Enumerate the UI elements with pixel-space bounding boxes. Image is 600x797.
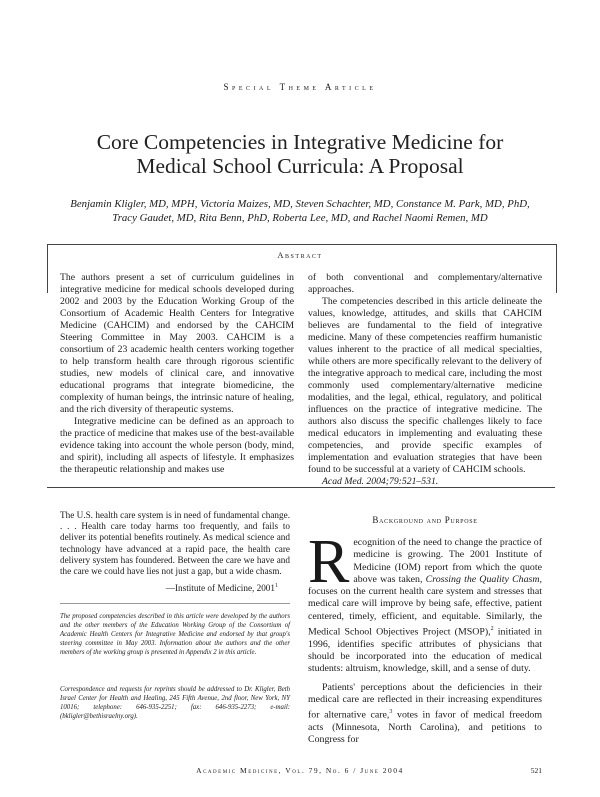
abstract-right-column: [308, 272, 542, 488]
article-title: [0, 130, 600, 178]
abstract-left-column: [60, 272, 294, 476]
abstract-bottom-rule: [47, 487, 555, 488]
body-paragraph-2: Patients' perceptions about the deficiencies in their medical care are reflected in their increasing expenditures for alternative care,$^3$ votes in favor of medical freedom acts (Minnesota, North Carolina), and petitions to Congress for: [308, 681, 542, 746]
body-column: [308, 528, 542, 746]
footnote-separator: [60, 603, 290, 604]
abstract-heading: Abstract: [277, 250, 323, 260]
footnote-correspondence: Correspondence and requests for reprints should be addressed to Dr. Kligler, Beth Israel Center for Health and Healing, 245 Fifth Avenue, 2nd floor, New York, NY 10016; telephone: 646-935-2251; fax: 646-935-2273; e-mail: (bkligler@bethisraelny.org).: [60, 686, 290, 720]
footnote-about-competencies: The proposed competencies described in this article were developed by the authors and the other members of the Education Working Group of the Consortium of Academic Health Centers for Integrative Medicine and endorsed by that group's steering committee in May 2003. Information about the authors and the other members of the working group is presented in Appendix 2 in this article.: [60, 613, 290, 656]
article-type-label: Special Theme Article: [223, 82, 377, 92]
epigraph-attribution: —Institute of Medicine, 2001$^1$: [165, 583, 278, 594]
article-title-line-1: Core Competencies in Integrative Medicine for: [96, 130, 504, 154]
author-list-line-2: Tracy Gaudet, MD, Rita Benn, PhD, Roberta Lee, MD, and Rachel Naomi Remen, MD: [112, 212, 488, 224]
epigraph-quote: The U.S. health care system is in need of fundamental change. . . . Health care today harms too frequently, and fails to deliver its potential benefits routinely. As medical science and technology have advanced at a rapid pace, the health care delivery system has foundered. Between the care we have and the care we could have lies not just a gap, but a wide chasm.: [60, 510, 290, 577]
author-list-line-1: Benjamin Kligler, MD, MPH, Victoria Maizes, MD, Steven Schachter, MD, Constance M. Park, MD, PhD,: [70, 198, 530, 210]
abstract-paragraph-2: Integrative medicine can be defined as an approach to the practice of medicine that makes use of the best-available evidence taking into account the whole person (body, mind, and spirit), including all aspects of lifestyle. It emphasizes the therapeutic relationship and makes use: [60, 416, 294, 475]
abstract-paragraph-1: The authors present a set of curriculum guidelines in integrative medicine for medical schools developed during 2002 and 2003 by the Education Working Group of the Consortium of Academic Health Centers for Integrative Medicine (CAHCIM) and endorsed by the CAHCIM Steering Committee in May 2003. CAHCIM is a consortium of 23 academic health centers working together to help transform health care through rigorous scientific studies, new models of clinical care, and innovative educational programs that integrate biomedicine, the complexity of human beings, the intrinsic nature of healing, and the rich diversity of therapeutic systems.: [60, 272, 294, 415]
footer-page-number: 521: [530, 766, 542, 775]
footer-journal-info: Academic Medicine, Vol. 79, No. 6 / June 2004: [196, 766, 404, 775]
author-list: [40, 197, 560, 225]
article-title-line-2: Medical School Curricula: A Proposal: [136, 154, 464, 178]
abstract-paragraph-4: The competencies described in this article delineate the values, knowledge, attitudes, and skills that CAHCIM believes are fundamental to the field of integrative medicine. Many of these competencies reaffirm humanistic values inherent to the practice of all medical specialties, while others are more specifically relevant to the delivery of the integrative approach to medical care, including the most commonly used complementary/alternative medicine modalities, and the legal, ethical, regulatory, and political influences on the practice of integrative medicine. The authors also discuss the specific challenges likely to face medical educators in implementing and evaluating these competencies, and provide specific examples of implementation and evaluation strategies that have been found to be successful at a variety of CAHCIM schools.: [308, 296, 542, 475]
abstract-citation: Acad Med. 2004;79:521–531.: [322, 476, 439, 487]
drop-cap: R: [308, 528, 350, 596]
abstract-paragraph-3: of both conventional and complementary/alternative approaches.: [308, 272, 542, 295]
section-heading: Background and Purpose: [372, 515, 478, 525]
body-paragraph-1: Recognition of the need to change the practice of medicine is growing. The 2001 Institute of Medicine (IOM) report from which the quote above was taken, Crossing the Quality Chasm, focuses on the current health care system and stresses that medical care will improve by being safe, effective, patient centered, timely, efficient, and equitable. Similarly, the Medical School Objectives Project (MSOP),$^2$ initiated in 1996, identifies specific attributes of physicians that should be incorporated into the education of medical students: altruism, knowledge, skill, and a sense of duty.: [308, 528, 542, 675]
